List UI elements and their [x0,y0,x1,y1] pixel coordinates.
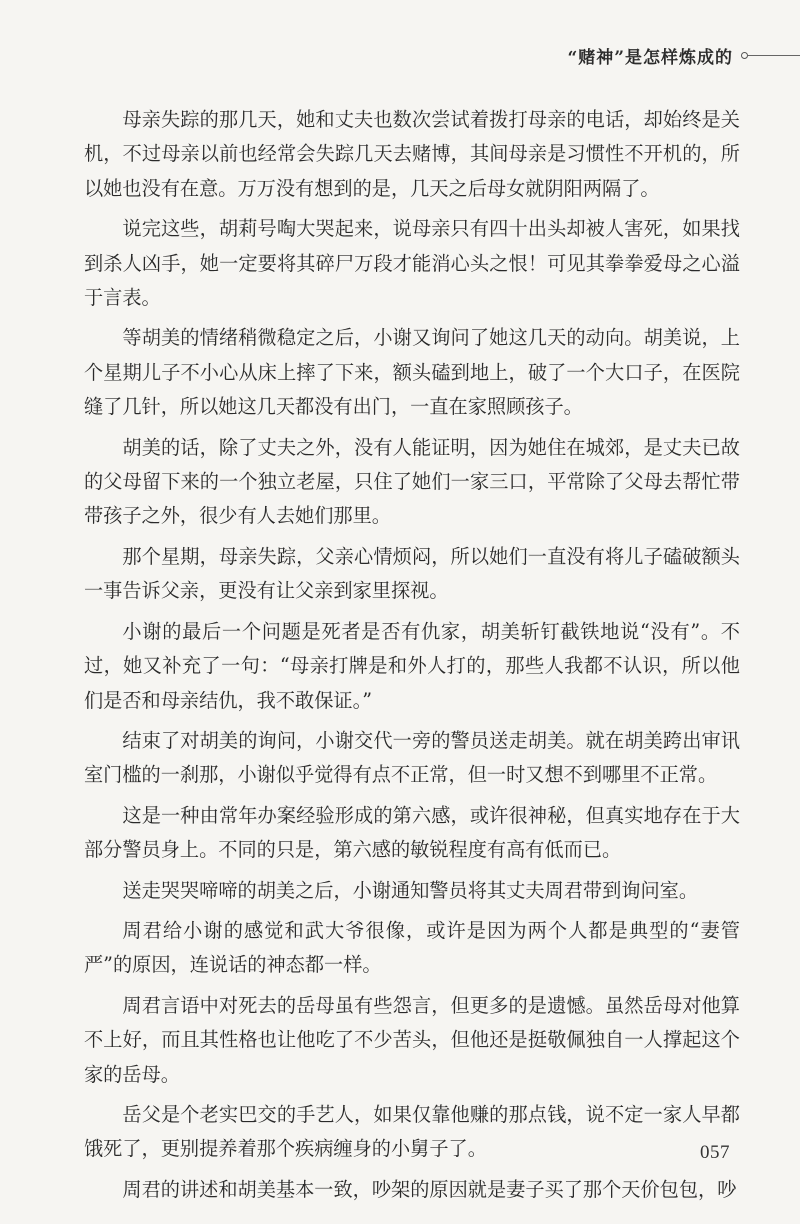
paragraph: 说完这些，胡莉号啕大哭起来，说母亲只有四十出头却被人害死，如果找到杀人凶手，她一定要将其碎尸万段才能消心头之恨！可见其拳拳爱母之心溢于言表。 [84,217,740,310]
paragraph: 送走哭哭啼啼的胡美之后，小谢通知警员将其丈夫周君带到询问室。 [122,878,699,902]
header-ornament-circle [741,52,748,59]
page-number: 057 [700,1142,730,1163]
chapter-title: “赌神”是怎样炼成的 [567,47,733,68]
paragraph: 这是一种由常年办案经验形成的第六感，或许很神秘，但真实地存在于大部分警员身上。不同的只是，第六感的敏锐程度有高有低而已。 [84,803,740,862]
paragraph: 周君的讲述和胡美基本一致，吵架的原因就是妻子买了那个天价包包，吵 [122,1177,737,1201]
paragraph: 结束了对胡美的询问，小谢交代一旁的警员送走胡美。就在胡美跨出审讯室门槛的一刹那，小谢似乎觉得有点不正常，但一时又想不到哪里不正常。 [84,728,740,787]
paragraph: 周君给小谢的感觉和武大爷很像，或许是因为两个人都是典型的“妻管严”的原因，连说话的神态都一样。 [84,918,740,977]
body-text [84,103,740,1213]
paragraph: 那个星期，母亲失踪，父亲心情烦闷，所以她们一直没有将儿子磕破额头一事告诉父亲，更没有让父亲到家里探视。 [84,544,740,603]
paragraph: 小谢的最后一个问题是死者是否有仇家，胡美斩钉截铁地说“没有”。不过，她又补充了一句：“母亲打牌是和外人打的，那些人我都不认识，所以他们是否和母亲结仇，我不敢保证。” [84,619,740,712]
header-rule [748,55,800,56]
paragraph: 胡美的话，除了丈夫之外，没有人能证明，因为她住在城郊，是丈夫已故的父母留下来的一个独立老屋，只住了她们一家三口，平常除了父母去帮忙带带孩子之外，很少有人去她们那里。 [84,435,740,528]
paragraph: 周君言语中对死去的岳母虽有些怨言，但更多的是遗憾。虽然岳母对他算不上好，而且其性格也让他吃了不少苦头，但他还是挺敬佩独自一人撑起这个家的岳母。 [84,993,740,1086]
running-header [567,40,800,70]
paragraph: 岳父是个老实巴交的手艺人，如果仅靠他赚的那点钱，说不定一家人早都饿死了，更别提养着那个疾病缠身的小舅子了。 [84,1102,740,1161]
paragraph: 等胡美的情绪稍微稳定之后，小谢又询问了她这几天的动向。胡美说，上个星期儿子不小心从床上摔了下来，额头磕到地上，破了一个大口子，在医院缝了几针，所以她这几天都没有出门，一直在家照顾孩子。 [84,326,740,419]
paragraph: 母亲失踪的那几天，她和丈夫也数次尝试着拨打母亲的电话，却始终是关机，不过母亲以前也经常会失踪几天去赌博，其间母亲是习惯性不开机的，所以她也没有在意。万万没有想到的是，几天之后母女就阴阳两隔了。 [84,108,740,200]
